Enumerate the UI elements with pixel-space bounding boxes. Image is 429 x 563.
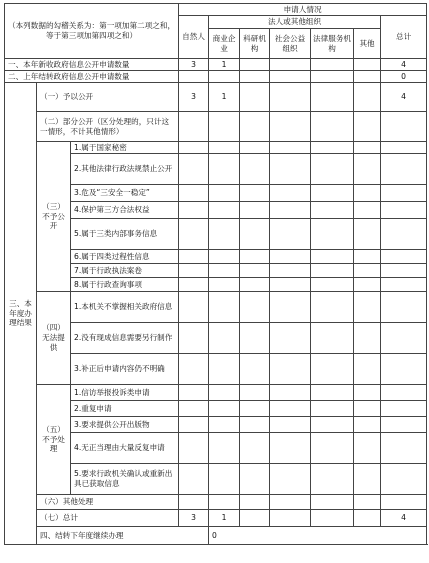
cell-value bbox=[354, 71, 381, 83]
header-applicant-situation: 申请人情况 bbox=[179, 4, 427, 16]
cell-value bbox=[270, 510, 311, 527]
cell-value bbox=[311, 83, 354, 112]
row-new-applications-label: 一、本年新收政府信息公开申请数量 bbox=[5, 59, 179, 71]
cell-value bbox=[209, 112, 240, 142]
cell-value bbox=[311, 112, 354, 142]
row-enforcement-file-label: 7.属于行政执法案卷 bbox=[71, 264, 179, 278]
row-not-held-label: 1.本机关不掌握相关政府信息 bbox=[71, 292, 179, 323]
cell-value bbox=[240, 112, 270, 142]
row-process-info-label: 6.属于四类过程性信息 bbox=[71, 250, 179, 264]
cell-value bbox=[354, 112, 381, 142]
cell-value bbox=[270, 112, 311, 142]
row-repeated-mass-request-label: 4.无正当理由大量反复申请 bbox=[71, 433, 179, 464]
cell-value bbox=[311, 71, 354, 83]
section-processing-results-label: 三、本年度办理结果 bbox=[5, 83, 37, 545]
cell-value bbox=[270, 59, 311, 71]
cell-value bbox=[240, 59, 270, 71]
row-internal-affairs-label: 5.属于三类内部事务信息 bbox=[71, 219, 179, 250]
row-carried-over-label: 二、上年结转政府信息公开申请数量 bbox=[5, 71, 179, 83]
cell-value: 1 bbox=[209, 59, 240, 71]
row-needs-creation-label: 2.没有现成信息需要另行制作 bbox=[71, 323, 179, 354]
cell-total bbox=[381, 112, 427, 142]
cell-total: 4 bbox=[381, 83, 427, 112]
cell-value bbox=[311, 59, 354, 71]
cell-value bbox=[179, 112, 209, 142]
cell-total: 0 bbox=[381, 71, 427, 83]
cell-value bbox=[179, 71, 209, 83]
header-legal-service-org: 法律服务机构 bbox=[311, 29, 354, 59]
cell-value bbox=[354, 83, 381, 112]
row-petition-label: 1.信访举报投诉类申请 bbox=[71, 385, 179, 401]
cell-total: 4 bbox=[381, 510, 427, 527]
cell-total: 4 bbox=[381, 59, 427, 71]
cell-value: 3 bbox=[179, 83, 209, 112]
header-public-welfare-org: 社会公益组织 bbox=[270, 29, 311, 59]
row-unclear-request-label: 3.补正后申请内容仍不明确 bbox=[71, 354, 179, 385]
row-administrative-query-label: 8.属于行政查询事项 bbox=[71, 278, 179, 292]
cell-value bbox=[240, 510, 270, 527]
header-research-institution: 科研机构 bbox=[240, 29, 270, 59]
cell-value bbox=[311, 510, 354, 527]
report-table-frame bbox=[4, 3, 426, 559]
header-note: （本列数据的勾稽关系为：第一项加第二项之和，等于第三项加第四项之和） bbox=[5, 4, 179, 59]
row-three-security-label: 3.危及“三安全一稳定” bbox=[71, 185, 179, 202]
row-other-handling-label: （六）其他处理 bbox=[37, 495, 179, 510]
group-not-disclosed-label: （三）不予公开 bbox=[37, 142, 71, 292]
cell-value: 1 bbox=[209, 83, 240, 112]
row-repeat-request-label: 2.重复申请 bbox=[71, 401, 179, 417]
row-publications-label: 3.要求提供公开出版物 bbox=[71, 417, 179, 433]
row-carry-to-next-year-label: 四、结转下年度继续办理 bbox=[37, 527, 209, 545]
cell-value bbox=[209, 71, 240, 83]
cell-value bbox=[354, 510, 381, 527]
header-other: 其他 bbox=[354, 29, 381, 59]
cell-value: 3 bbox=[179, 510, 209, 527]
cell-value: 1 bbox=[209, 510, 240, 527]
header-total: 总计 bbox=[381, 16, 427, 59]
cell-carry-to-next-year-value: 0 bbox=[209, 527, 427, 545]
row-partially-disclosed-label: （二）部分公开（区分处理的，只计这一情形，不计其他情形） bbox=[37, 112, 179, 142]
header-legal-entities: 法人或其他组织 bbox=[209, 16, 381, 29]
cell-value bbox=[240, 71, 270, 83]
cell-value bbox=[270, 83, 311, 112]
group-unable-to-provide-label: （四）无法提供 bbox=[37, 292, 71, 385]
row-section-total-label: （七）总计 bbox=[37, 510, 179, 527]
cell-value bbox=[240, 83, 270, 112]
row-reconfirm-info-label: 5.要求行政机关确认或重新出具已获取信息 bbox=[71, 464, 179, 495]
header-commercial-enterprise: 商业企业 bbox=[209, 29, 240, 59]
cell-value bbox=[270, 71, 311, 83]
cell-value: 3 bbox=[179, 59, 209, 71]
information-disclosure-table bbox=[4, 3, 427, 545]
group-not-processed-label: （五）不予处理 bbox=[37, 385, 71, 495]
row-law-prohibited-label: 2.其他法律行政法规禁止公开 bbox=[71, 154, 179, 185]
row-disclosed-label: （一）予以公开 bbox=[37, 83, 179, 112]
row-state-secret-label: 1.属于国家秘密 bbox=[71, 142, 179, 154]
header-natural-person: 自然人 bbox=[179, 16, 209, 59]
row-third-party-label: 4.保护第三方合法权益 bbox=[71, 202, 179, 219]
cell-value bbox=[354, 59, 381, 71]
